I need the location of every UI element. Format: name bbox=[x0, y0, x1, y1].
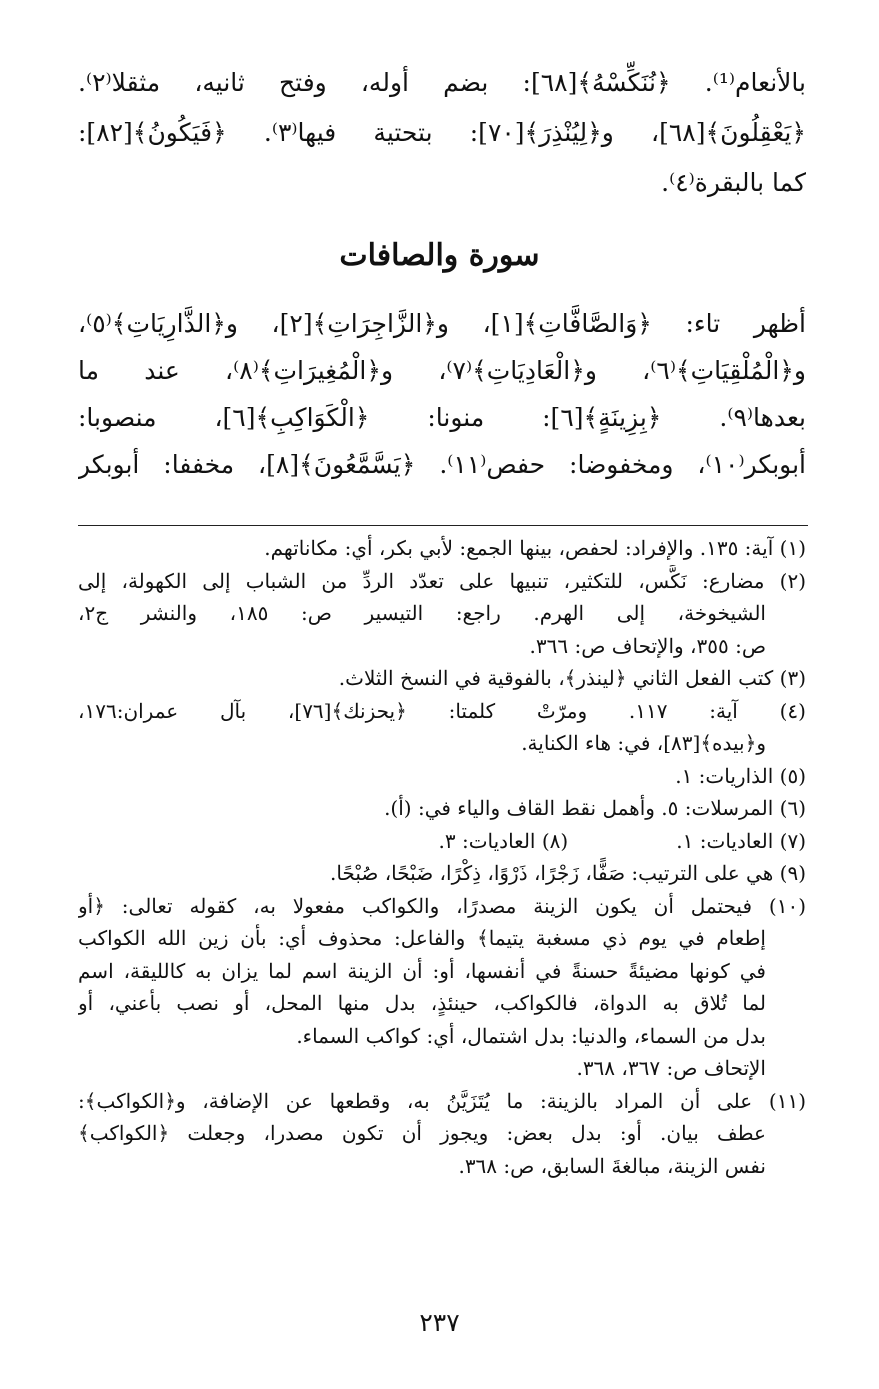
footnote-line: (٤) آية: ١١٧. ومرّتْ كلمتا: ﴿يحزنك﴾[٧٦]، بآل عمران:١٧٦، bbox=[78, 698, 806, 723]
footnote-line: (٦) المرسلات: ٥. وأهمل نقط القاف والياء في: (أ). bbox=[384, 796, 806, 820]
text-line: كما بالبقرة⁽٤⁾. bbox=[661, 168, 806, 197]
footnote-line: (١١) على أن المراد بالزينة: ما يُتَزَيَّنُ به، وقطعها عن الإضافة، و﴿الكواكب﴾: bbox=[78, 1088, 806, 1113]
text-line: أبوبكر⁽١٠⁾، ومخفوضا: حفص⁽١١⁾. ﴿يَسَّمَّعُونَ﴾[٨]، مخففا: أبوبكر bbox=[78, 450, 806, 479]
surah-paragraph bbox=[78, 300, 806, 488]
footnote-line: الإتحاف ص: ٣٦٧، ٣٦٨. bbox=[576, 1056, 766, 1080]
page-number: ٢٣٧ bbox=[419, 1308, 460, 1337]
footnote-line: (٥) الذاريات: ١. bbox=[675, 763, 806, 788]
footnote-line: ص: ٣٥٥، والإتحاف ص: ٣٦٦. bbox=[529, 633, 766, 658]
footnote-line: عطف بيان. أو: بدل بعض: ويجوز أن تكون مصدرا، وجعلت ﴿الكواكب﴾ bbox=[78, 1121, 766, 1145]
continuation-paragraph bbox=[78, 58, 806, 208]
footnote-line: (١٠) فيحتمل أن يكون الزينة مصدرًا، والكواكب مفعولا به، كقوله تعالى: ﴿أو bbox=[78, 893, 806, 918]
text-line: ﴿يَعْقِلُونَ﴾[٦٨]، و﴿لِيُنْذِرَ﴾[٧٠]: بتحتية فيها⁽٣⁾. ﴿فَيَكُونُ﴾[٨٢]: bbox=[78, 118, 806, 147]
text-line: بعدها⁽٩⁾. ﴿بِزِينَةٍ﴾[٦]: منونا: ﴿الْكَوَاكِبِ﴾[٦]، منصوبا: bbox=[78, 403, 806, 432]
surah-heading: سورة والصافات bbox=[339, 238, 540, 273]
footnote-line: (٩) هي على الترتيب: صَفًّا، زَجْرًا، ذَرْوًا، ذِكْرًا، ضَبْحًا، صُبْحًا. bbox=[329, 861, 806, 885]
footnote-line: (٢) مضارع: نَكَّس، للتكثير، تنبيها على تعدّد الردِّ من الشباب إلى الكهولة، إلى bbox=[78, 568, 806, 593]
footnote-line: بدل من السماء، والدنيا: بدل اشتمال، أي: كواكب السماء. bbox=[296, 1023, 766, 1048]
text-line: و﴿الْمُلْقِيَاتِ﴾⁽٦⁾، و﴿الْعَادِيَاتِ﴾⁽٧⁾، و﴿الْمُغِيرَاتِ﴾⁽٨⁾، عند ما bbox=[78, 356, 806, 385]
footnote-line: في كونها مضيئةً حسنةً في أنفسها، أو: أن الزينة اسم لما يزان به كالليقة، اسم bbox=[78, 958, 766, 983]
footnotes bbox=[78, 532, 806, 1182]
footnote-divider bbox=[78, 525, 808, 526]
footnote-line: (٣) كتب الفعل الثاني ﴿لينذر﴾، بالفوقية في النسخ الثلاث. bbox=[338, 666, 806, 690]
footnote-line: الشيخوخة، إلى الهرم. راجع: التيسير ص: ١٨٥، والنشر ج٢، bbox=[78, 601, 766, 625]
footnote-line: (١) آية: ١٣٥. والإفراد: لحفص، بينها الجمع: لأبي بكر، أي: مكاناتهم. bbox=[264, 536, 806, 560]
footnote-line: (٧) العاديات: ١. (٨) العاديات: ٣. bbox=[438, 828, 806, 853]
footnote-line: و﴿بيده﴾[٨٣]، في: هاء الكناية. bbox=[521, 731, 766, 755]
text-line: أظهر تاء: ﴿وَالصَّافَّاتِ﴾[١]، و﴿الزَّاجِرَاتِ﴾[٢]، و﴿الذَّارِيَاتِ﴾⁽٥⁾، bbox=[78, 309, 806, 338]
footnote-line: إطعام في يوم ذي مسغبة يتيما﴾ والفاعل: محذوف أي: بأن زين الله الكواكب bbox=[78, 926, 766, 950]
text-line: بالأنعام⁽¹⁾. ﴿نُنَكِّسْهُ﴾[٦٨]: بضم أوله، وفتح ثانيه، مثقلا⁽٢⁾. bbox=[78, 68, 806, 97]
footnote-line: لما تُلاق به الدواة، فالكواكب، حينئذٍ، بدل منها المحل، أو نصب بأعني، أو bbox=[78, 991, 766, 1015]
footnote-line: نفس الزينة، مبالغةَ السابق، ص: ٣٦٨. bbox=[458, 1153, 766, 1178]
